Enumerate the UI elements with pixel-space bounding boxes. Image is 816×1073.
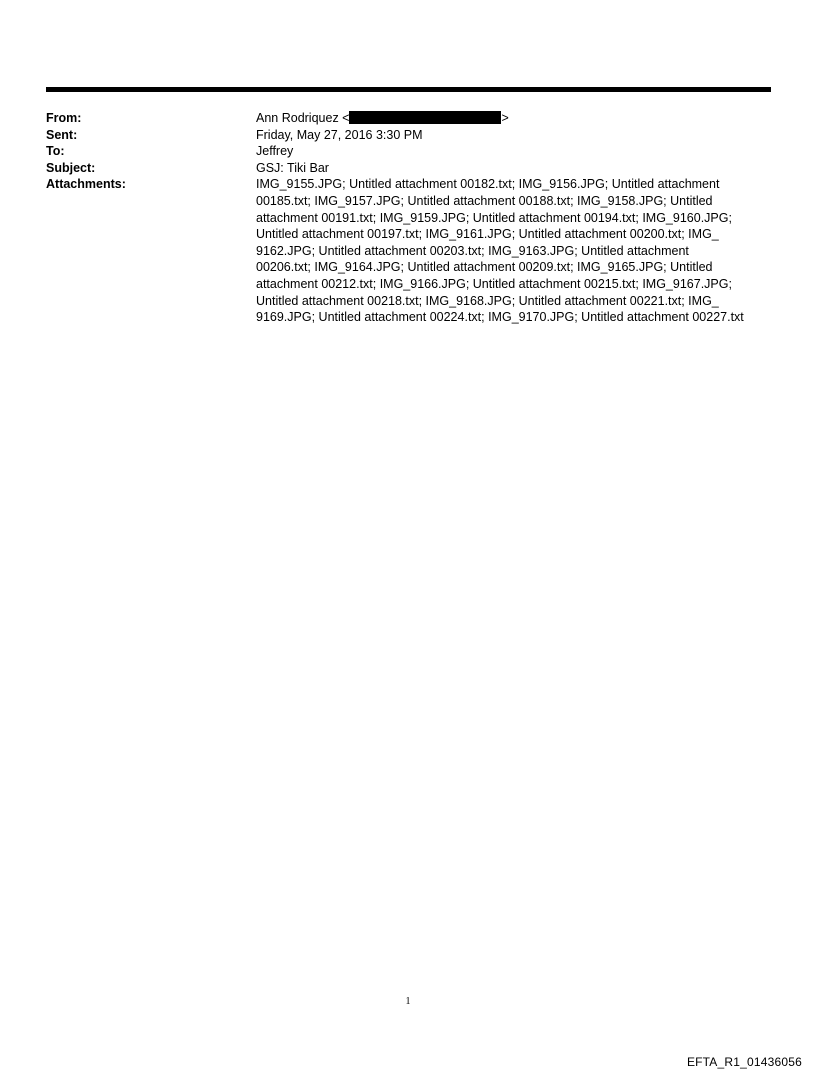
email-header xyxy=(46,110,776,326)
attachments-line: attachment 00212.txt; IMG_9166.JPG; Untitled attachment 00215.txt; IMG_9167.JPG; xyxy=(256,276,732,291)
attachments-line: attachment 00191.txt; IMG_9159.JPG; Untitled attachment 00194.txt; IMG_9160.JPG; xyxy=(256,210,732,225)
bates-number: EFTA_R1_01436056 xyxy=(686,1055,802,1069)
subject-value: GSJ: Tiki Bar xyxy=(256,160,329,175)
header-divider xyxy=(46,87,771,92)
attachments-line: 9169.JPG; Untitled attachment 00224.txt; IMG_9170.JPG; Untitled attachment 00227.txt xyxy=(256,310,744,325)
subject-row xyxy=(46,160,776,177)
subject-label: Subject: xyxy=(46,160,96,175)
attachments-label: Attachments: xyxy=(46,177,126,192)
attachments-line: IMG_9155.JPG; Untitled attachment 00182.txt; IMG_9156.JPG; Untitled attachment xyxy=(256,177,720,192)
to-value: Jeffrey xyxy=(256,144,294,159)
to-label: To: xyxy=(46,144,65,159)
attachments-line: Untitled attachment 00197.txt; IMG_9161.JPG; Untitled attachment 00200.txt; IMG_ xyxy=(256,227,719,242)
from-label: From: xyxy=(46,111,82,125)
attachments-line: 9162.JPG; Untitled attachment 00203.txt; IMG_9163.JPG; Untitled attachment xyxy=(256,243,689,258)
attachments-row xyxy=(46,176,776,325)
attachments-list xyxy=(256,176,776,325)
sent-row xyxy=(46,127,776,144)
from-name: Ann Rodriquez < xyxy=(256,111,350,125)
page-number: 1 xyxy=(405,996,411,1007)
attachments-line: Untitled attachment 00218.txt; IMG_9168.JPG; Untitled attachment 00221.txt; IMG_ xyxy=(256,293,719,308)
attachments-line: 00206.txt; IMG_9164.JPG; Untitled attachment 00209.txt; IMG_9165.JPG; Untitled xyxy=(256,260,713,275)
from-row xyxy=(46,110,776,127)
redacted-email-block xyxy=(349,111,501,124)
attachments-line: 00185.txt; IMG_9157.JPG; Untitled attachment 00188.txt; IMG_9158.JPG; Untitled xyxy=(256,193,713,208)
from-value xyxy=(256,110,776,127)
to-row xyxy=(46,143,776,160)
sent-value: Friday, May 27, 2016 3:30 PM xyxy=(256,127,423,142)
sent-label: Sent: xyxy=(46,127,78,142)
from-close-bracket: > xyxy=(501,111,509,125)
